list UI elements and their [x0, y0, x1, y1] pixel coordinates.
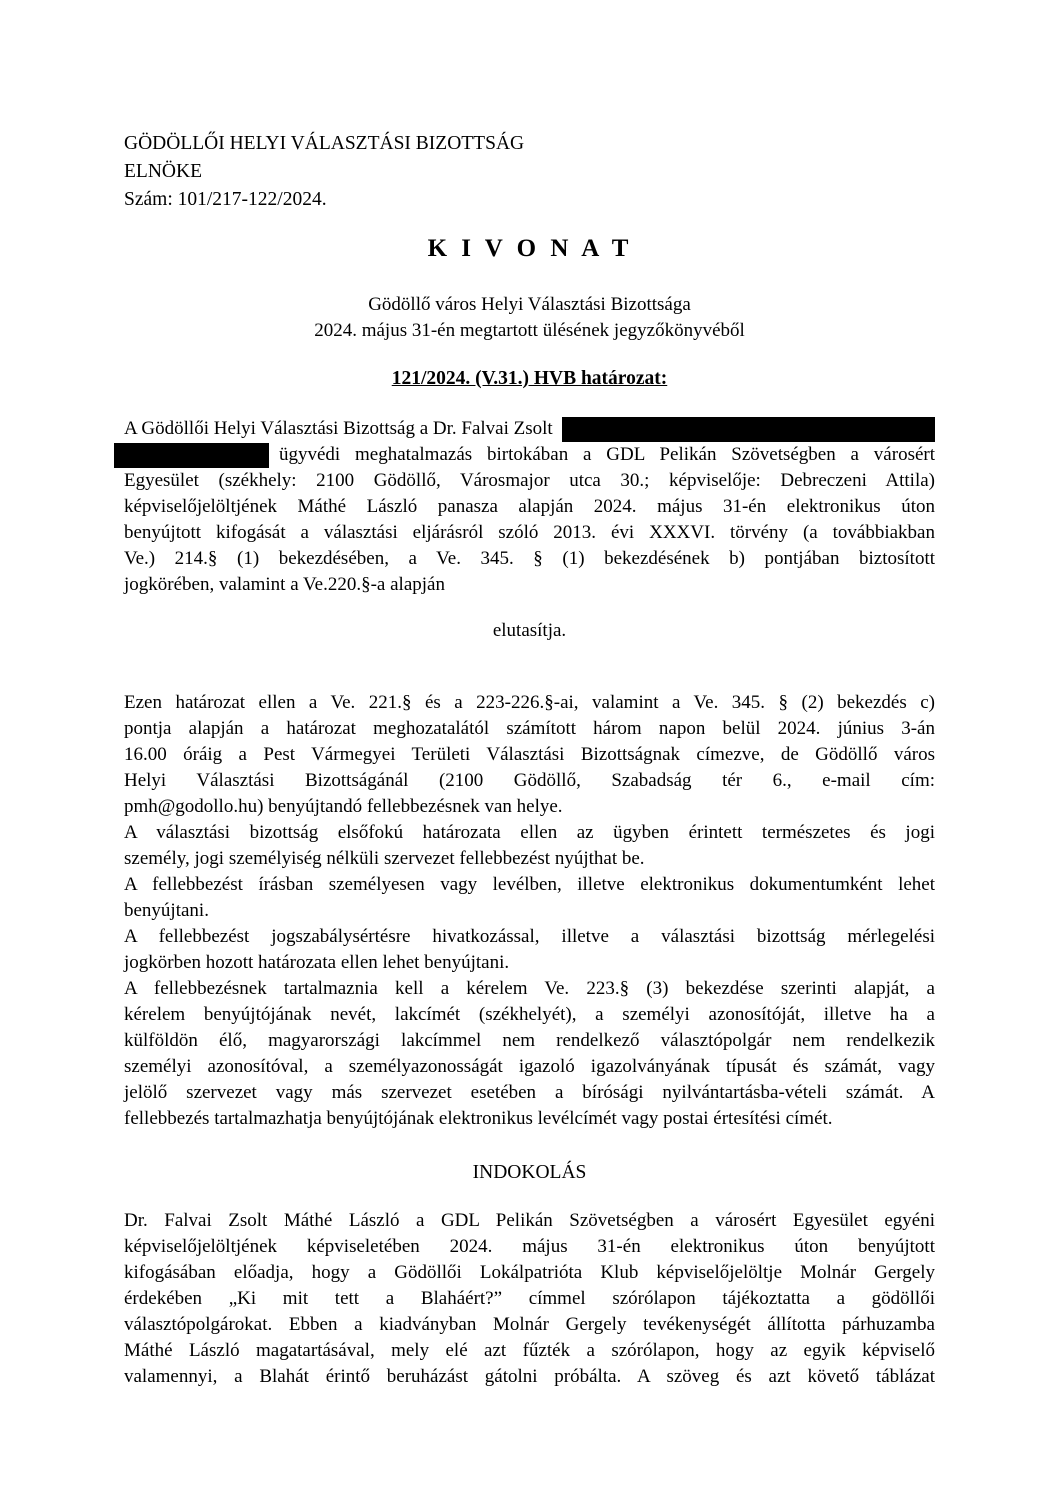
appeal-line: pmh@godollo.hu) benyújtandó fellebbezésnek van helye.	[124, 796, 563, 817]
decision-text-after-redaction: ügyvédi meghatalmazás birtokában a GDL Pelikán Szövetségben a városért	[279, 444, 935, 465]
decision-line: Ve.) 214.§ (1) bekezdésében, a Ve. 345. § (1) bekezdésének b) pontjában biztosított	[124, 548, 935, 569]
redaction-box	[562, 417, 935, 442]
appeal-paragraph-3	[124, 872, 935, 924]
appeal-line: A választási bizottság elsőfokú határozata ellen az ügyben érintett természetes és jogi	[124, 822, 935, 843]
decision-line: benyújtott kifogását a választási eljárásról szóló 2013. évi XXXVI. törvény (a továbbiakban	[124, 522, 935, 543]
appeal-line: Helyi Választási Bizottságánál (2100 Gödöllő, Szabadság tér 6., e-mail cím:	[124, 770, 935, 791]
appeal-line: Ezen határozat ellen a Ve. 221.§ és a 223-226.§-ai, valamint a Ve. 345. § (2) bekezdés c)	[124, 692, 935, 713]
subtitle-line: 2024. május 31-én megtartott ülésének jegyzőkönyvéből	[314, 320, 745, 341]
reasoning-heading: INDOKOLÁS	[472, 1162, 587, 1183]
reasoning-line: képviselőjelöltjének képviseletében 2024. május 31-én elektronikus úton benyújtott	[124, 1236, 935, 1257]
decision-text-before-redaction: A Gödöllői Helyi Választási Bizottság a Dr. Falvai Zsolt	[124, 418, 553, 439]
appeal-line: személy, jogi személyiség nélküli szervezet fellebbezést nyújthat be.	[124, 848, 645, 869]
decision-line: képviselőjelöltjének Máthé László panasza alapján 2024. május 31-én elektronikus úton	[124, 496, 935, 517]
appeal-line: külföldön élő, magyarországi lakcímmel nem rendelkező választópolgár nem rendelkezik	[124, 1030, 935, 1051]
appeal-paragraph-5	[124, 976, 935, 1132]
decision-line: jogkörében, valamint a Ve.220.§-a alapján	[124, 574, 445, 595]
appeal-paragraph-1	[124, 690, 935, 820]
decision-heading: 121/2024. (V.31.) HVB határozat:	[391, 368, 668, 389]
appeal-paragraph-2	[124, 820, 935, 872]
appeal-line: A fellebbezést jogszabálysértésre hivatkozással, illetve a választási bizottság mérlegelési	[124, 926, 935, 947]
appeal-line: kérelem benyújtójának nevét, lakcímét (székhelyét), a személyi azonosítóját, illetve ha a	[124, 1004, 935, 1025]
org-name: GÖDÖLLŐI HELYI VÁLASZTÁSI BIZOTTSÁG	[124, 133, 525, 154]
letterhead	[124, 130, 935, 214]
appeal-line: 16.00 óráig a Pest Vármegyei Területi Választási Bizottságnak címezve, de Gödöllő város	[124, 744, 935, 765]
decision-line-with-redaction	[124, 442, 935, 468]
appeal-line: személyi azonosítóval, a személyazonosságát igazoló igazolványának típusát és számát, vagy	[124, 1056, 935, 1077]
reasoning-line: valamennyi, a Blahát érintő beruházást gátolni próbálta. A szöveg és azt követő táblázat	[124, 1366, 935, 1387]
appeal-information	[124, 690, 935, 1132]
document-title: K I V O N A T	[427, 235, 632, 262]
document-subtitle	[124, 292, 935, 344]
appeal-line: A fellebbezést írásban személyesen vagy levélben, illetve elektronikus dokumentumként lehet	[124, 874, 935, 895]
org-role: ELNÖKE	[124, 161, 202, 182]
appeal-line: A fellebbezésnek tartalmaznia kell a kérelem Ve. 223.§ (3) bekezdése szerinti alapját, a	[124, 978, 935, 999]
appeal-paragraph-4	[124, 924, 935, 976]
appeal-line: fellebbezés tartalmazhatja benyújtójának elektronikus levélcímét vagy postai értesítési címét.	[124, 1108, 833, 1129]
appeal-line: benyújtani.	[124, 900, 209, 921]
decision-line: Egyesület (székhely: 2100 Gödöllő, Városmajor utca 30.; képviselője: Debreczeni Attila)	[124, 470, 935, 491]
verdict-text: elutasítja.	[492, 620, 567, 641]
subtitle-line: Gödöllő város Helyi Választási Bizottsága	[368, 294, 691, 315]
appeal-line: pontja alapján a határozat meghozatalától számított három napon belül 2024. június 3-án	[124, 718, 935, 739]
reasoning-line: választópolgárokat. Ebben a kiadványban Molnár Gergely tevékenységét állította párhuzamba	[124, 1314, 935, 1335]
reasoning-line: Dr. Falvai Zsolt Máthé László a GDL Pelikán Szövetségben a városért Egyesület egyéni	[124, 1210, 935, 1231]
appeal-line: jogkörben hozott határozata ellen lehet benyújtani.	[124, 952, 510, 973]
redaction-box	[114, 443, 269, 468]
reasoning-line: Máthé László magatartásával, mely elé azt fűzték a szórólapon, hogy az egyik képviselő	[124, 1340, 935, 1361]
decision-paragraph	[124, 416, 935, 598]
decision-line-with-redaction	[124, 416, 935, 442]
reasoning-line: kifogásában előadja, hogy a Gödöllői Lokálpatrióta Klub képviselőjelöltje Molnár Gergely	[124, 1262, 935, 1283]
case-number: Szám: 101/217-122/2024.	[124, 189, 327, 210]
appeal-line: jelölő szervezet vagy más szervezet esetében a bírósági nyilvántartásba-vételi számát. A	[124, 1082, 935, 1103]
reasoning-paragraph	[124, 1208, 935, 1390]
reasoning-line: érdekében „Ki mit tett a Blaháért?” címmel szórólapon tájékoztatta a gödöllői	[124, 1288, 935, 1309]
